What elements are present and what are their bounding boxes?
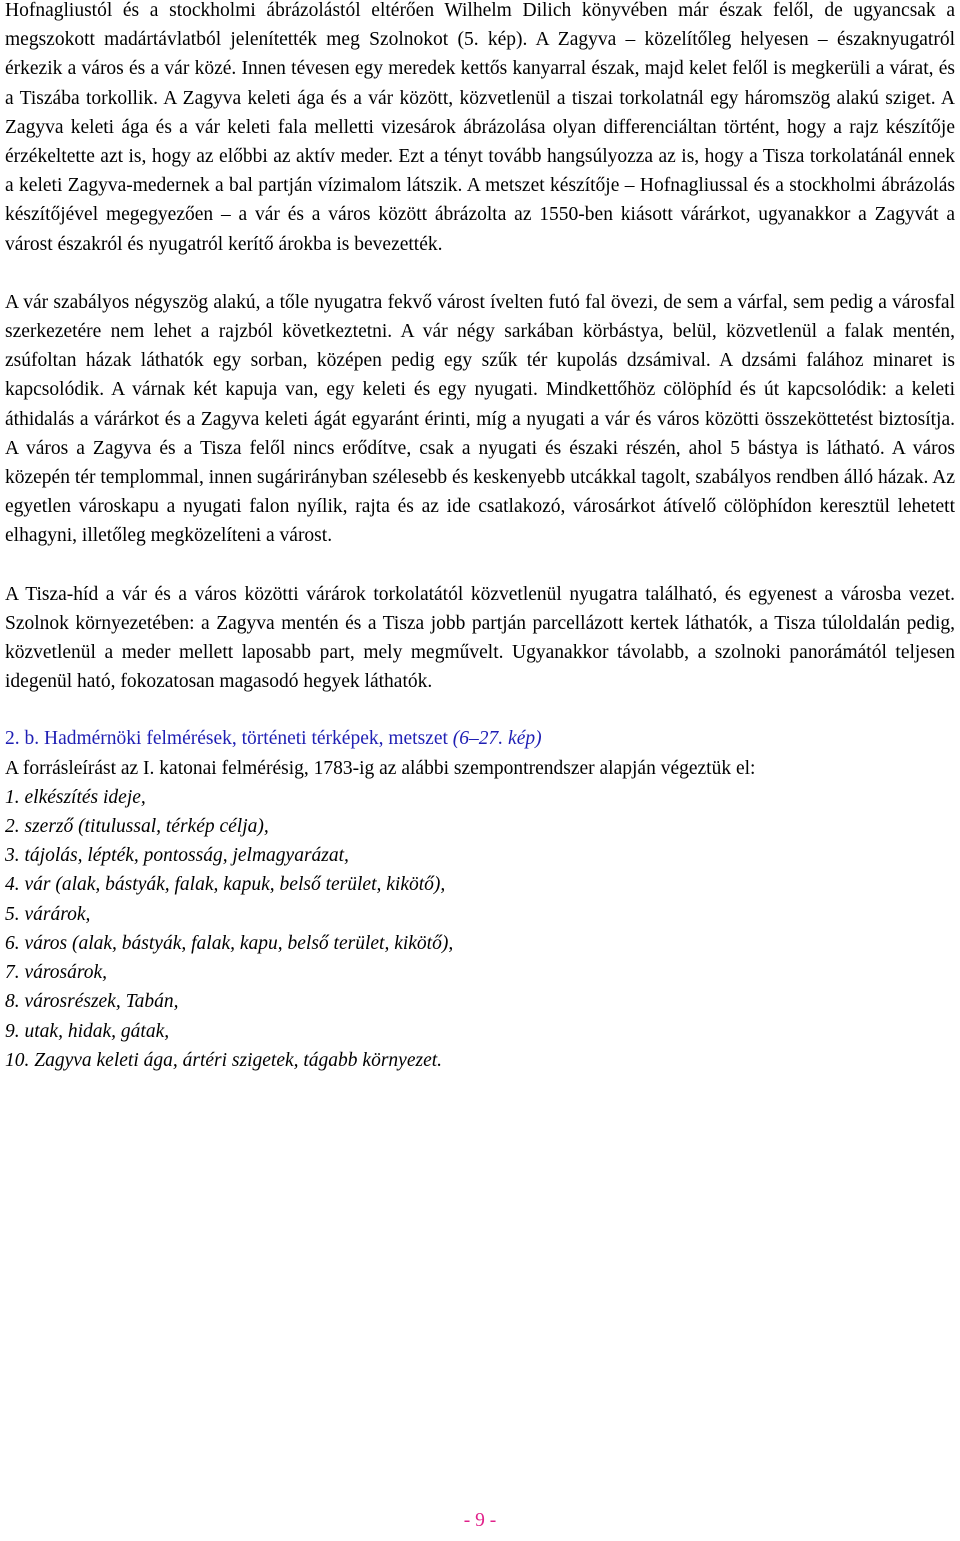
- body-paragraph-2: A vár szabályos négyszög alakú, a tőle nyugatra fekvő várost ívelten futó fal övezi, de sem a várfal, sem pedig a városfal szerkezetére nem lehet a rajzból következtetni. A vár négy sarkában körbástya, belül, közvetlenül a falak mentén, zsúfoltan házak láthatók egy sorban, középen pedig egy szűk tér kupolás dzsámival. A dzsámi falához minaret is kapcsolódik. A várnak két kapuja van, egy keleti és egy nyugati. Mindkettőhöz cölöphíd és út kapcsolódik: a keleti áthidalás a várárkot és a Zagyva keleti ágát egyaránt érinti, míg a nyugati a vár és város közötti összeköttetést biztosítja. A város a Zagyva és a Tisza felől nincs erődítve, csak a nyugati és északi részén, ahol 5 bástya is látható. A város közepén tér templommal, innen sugárirányban szélesebb és keskenyebb utcákkal tagolt, szabályos rendben álló házak. Az egyetlen városkapu a nyugati falon nyílik, rajta és az ide csatlakozó, városárkot átívelő cölöphídon keresztül lehetett elhagyni, illetőleg megközelíteni a várost.: [5, 291, 955, 547]
- criteria-item: 1. elkészítés ideje,: [5, 786, 146, 808]
- section-heading-figure-ref: (6–27. kép): [452, 728, 542, 750]
- criteria-item: 4. vár (alak, bástyák, falak, kapuk, belső terület, kikötő),: [5, 874, 446, 896]
- section-heading: [5, 724, 955, 753]
- body-paragraph-3: A Tisza-híd a vár és a város közötti várárok torkolatától közvetlenül nyugatra található, és egyenest a városba vezet. Szolnok környezetében: a Zagyva mentén és a Tisza jobb partján parcellázott kertek láthatók, a Tisza túloldalán pedig, közvetlenül a meder mellett laposabb part, mely megművelt. Ugyanakkor távolabb, a szolnoki panorámától teljesen idegenül ható, fokozatosan magasodó hegyek láthatók.: [5, 583, 955, 693]
- document-page: [5, 0, 955, 1075]
- criteria-item: 6. város (alak, bástyák, falak, kapu, belső terület, kikötő),: [5, 932, 454, 954]
- criteria-item: 2. szerző (titulussal, térkép célja),: [5, 816, 269, 838]
- body-paragraph-1: Hofnagliustól és a stockholmi ábrázolástól eltérően Wilhelm Dilich könyvében már észak felől, de ugyancsak a megszokott madártávlatból jelenítették meg Szolnokot (5. kép). A Zagyva – közelítőleg helyesen – északnyugatról érkezik a város és a vár közé. Innen tévesen egy meredek kettős kanyarral észak, majd kelet felől is megkerüli a várat, és a Tiszába torkollik. A Zagyva keleti ága és a vár között, közvetlenül a tiszai torkolatnál egy háromszög alakú sziget. A Zagyva keleti ága és a vár keleti fala melletti vizesárok ábrázolása olyan differenciáltan történt, hogy a rajz készítője érzékeltette azt is, hogy az előbbi az aktív meder. Ezt a tényt tovább hangsúlyozza az is, hogy a Tisza torkolatánál ennek a keleti Zagyva-medernek a bal partján vízimalom látszik. A metszet készítője – Hofnagliussal és a stockholmi ábrázolás készítőjével megegyezően – a vár és a város között ábrázolta az 1550-ben kiásott várárkot, ugyanakkor a Zagyvát a várost északról és nyugatról kerítő árokba is bevezették.: [5, 0, 955, 255]
- criteria-intro: A forrásleírást az I. katonai felmérésig, 1783-ig az alábbi szempontrendszer alapján végeztük el:: [5, 757, 756, 779]
- criteria-list: [5, 783, 955, 1075]
- criteria-item: 3. tájolás, lépték, pontosság, jelmagyarázat,: [5, 845, 349, 867]
- criteria-item: 7. városárok,: [5, 962, 108, 984]
- criteria-item: 10. Zagyva keleti ága, ártéri szigetek, tágabb környezet.: [5, 1049, 443, 1071]
- criteria-item: 5. várárok,: [5, 903, 91, 925]
- page-number: - 9 -: [463, 1510, 497, 1531]
- section-heading-text: 2. b. Hadmérnöki felmérések, történeti térképek, metszet: [5, 728, 453, 750]
- criteria-item: 9. utak, hidak, gátak,: [5, 1020, 170, 1042]
- criteria-item: 8. városrészek, Tabán,: [5, 991, 179, 1013]
